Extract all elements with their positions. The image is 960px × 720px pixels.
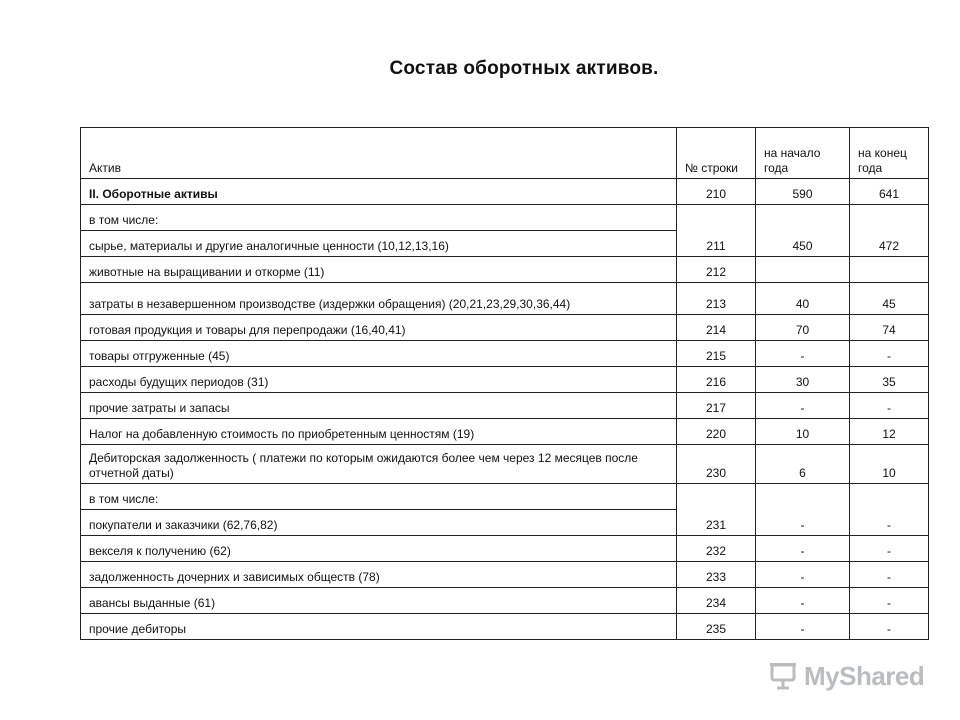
- row-label: товары отгруженные (45): [81, 341, 677, 367]
- row-start-value: -: [756, 484, 850, 536]
- row-code: 216: [677, 367, 756, 393]
- row-label: II. Оборотные активы: [81, 179, 677, 205]
- row-start-value: 10: [756, 419, 850, 445]
- row-start-value: [756, 257, 850, 283]
- row-code: 220: [677, 419, 756, 445]
- row-end-value: -: [850, 393, 929, 419]
- table-header-row: [81, 128, 929, 179]
- row-code: 210: [677, 179, 756, 205]
- row-end-value: -: [850, 536, 929, 562]
- row-label: Дебиторская задолженность ( платежи по которым ожидаются более чем через 12 месяцев после отчетной даты): [81, 445, 677, 484]
- row-end-value: -: [850, 588, 929, 614]
- row-end-value: 35: [850, 367, 929, 393]
- row-label: готовая продукция и товары для перепродажи (16,40,41): [81, 315, 677, 341]
- page-title: Состав оборотных активов.: [389, 58, 659, 79]
- row-end-value: 12: [850, 419, 929, 445]
- table-row: [81, 588, 929, 614]
- row-code: 212: [677, 257, 756, 283]
- row-start-value: -: [756, 588, 850, 614]
- row-end-value: [850, 257, 929, 283]
- row-label: животные на выращивании и откорме (11): [81, 257, 677, 283]
- row-start-value: 30: [756, 367, 850, 393]
- row-code: 232: [677, 536, 756, 562]
- row-end-value: -: [850, 341, 929, 367]
- header-start-of-year: на начало года: [756, 128, 850, 179]
- row-label: прочие затраты и запасы: [81, 393, 677, 419]
- row-end-value: 45: [850, 283, 929, 315]
- row-end-value: -: [850, 562, 929, 588]
- table-row: [81, 257, 929, 283]
- row-start-value: 70: [756, 315, 850, 341]
- row-label: авансы выданные (61): [81, 588, 677, 614]
- row-end-value: 10: [850, 445, 929, 484]
- presentation-board-icon: [768, 661, 798, 691]
- row-code: 211: [677, 205, 756, 257]
- watermark-text: MyShared: [804, 660, 925, 691]
- row-label: прочие дебиторы: [81, 614, 677, 640]
- row-label: в том числе:: [81, 484, 677, 510]
- row-start-value: 590: [756, 179, 850, 205]
- table-row: [81, 536, 929, 562]
- row-label: в том числе:: [81, 205, 677, 231]
- table-row: [81, 484, 929, 510]
- table-row: [81, 393, 929, 419]
- myshared-watermark[interactable]: [768, 656, 924, 696]
- row-code: 213: [677, 283, 756, 315]
- table-row: [81, 283, 929, 315]
- row-label: покупатели и заказчики (62,76,82): [81, 510, 677, 536]
- header-asset: Актив: [81, 128, 677, 179]
- row-code: 217: [677, 393, 756, 419]
- row-label: Налог на добавленную стоимость по приобретенным ценностям (19): [81, 419, 677, 445]
- current-assets-table: [80, 127, 929, 640]
- table-row: [81, 341, 929, 367]
- row-end-value: 641: [850, 179, 929, 205]
- row-label: векселя к получению (62): [81, 536, 677, 562]
- header-row-number: № строки: [677, 128, 756, 179]
- row-start-value: -: [756, 536, 850, 562]
- row-end-value: -: [850, 614, 929, 640]
- table-row: [81, 205, 929, 231]
- row-start-value: -: [756, 341, 850, 367]
- row-start-value: 6: [756, 445, 850, 484]
- row-label: сырье, материалы и другие аналогичные ценности (10,12,13,16): [81, 231, 677, 257]
- table-row: [81, 614, 929, 640]
- row-code: 231: [677, 484, 756, 536]
- row-start-value: -: [756, 562, 850, 588]
- row-code: 215: [677, 341, 756, 367]
- row-code: 214: [677, 315, 756, 341]
- table-row: [81, 445, 929, 484]
- row-end-value: 74: [850, 315, 929, 341]
- table-row: [81, 562, 929, 588]
- row-code: 234: [677, 588, 756, 614]
- row-label: расходы будущих периодов (31): [81, 367, 677, 393]
- row-label: задолженность дочерних и зависимых обществ (78): [81, 562, 677, 588]
- row-start-value: 450: [756, 205, 850, 257]
- header-end-of-year: на конец года: [850, 128, 929, 179]
- table-row: [81, 367, 929, 393]
- row-start-value: -: [756, 393, 850, 419]
- row-end-value: -: [850, 484, 929, 536]
- row-end-value: 472: [850, 205, 929, 257]
- row-code: 233: [677, 562, 756, 588]
- table-row: [81, 315, 929, 341]
- row-start-value: -: [756, 614, 850, 640]
- table-row: [81, 419, 929, 445]
- row-label: затраты в незавершенном производстве (издержки обращения) (20,21,23,29,30,36,44): [81, 283, 677, 315]
- row-code: 230: [677, 445, 756, 484]
- table-row: [81, 179, 929, 205]
- row-start-value: 40: [756, 283, 850, 315]
- row-code: 235: [677, 614, 756, 640]
